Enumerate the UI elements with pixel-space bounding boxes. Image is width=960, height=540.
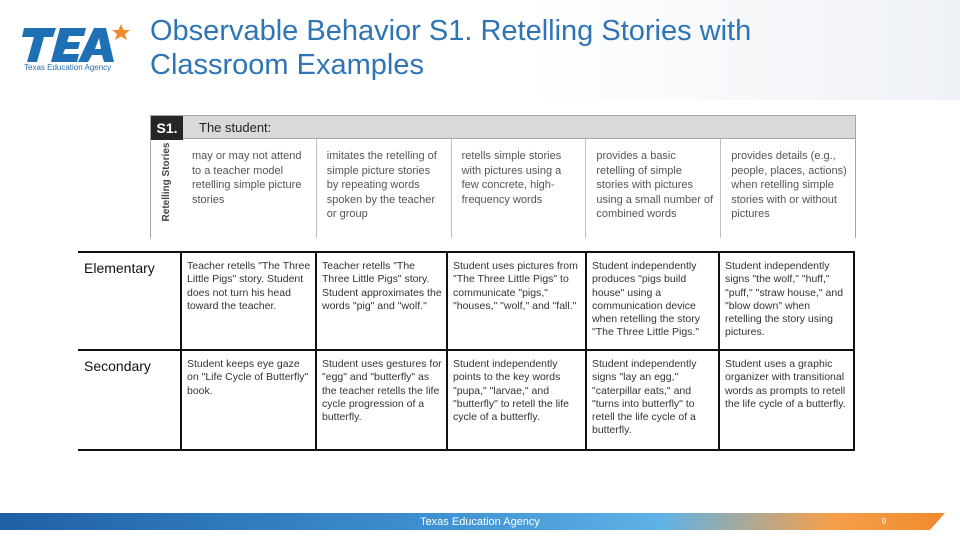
texas-star-icon xyxy=(112,24,130,40)
rubric-header-label: The student: xyxy=(199,120,272,135)
page-title: Observable Behavior S1. Retelling Stories with Classroom Examples xyxy=(150,15,752,81)
row-label-elementary: Elementary xyxy=(78,252,181,350)
logo-subtitle: Texas Education Agency xyxy=(24,63,112,72)
rubric-level-5: provides details (e.g., people, places, actions) when retelling simple stories with or without pictures xyxy=(720,139,855,238)
examples-table xyxy=(78,251,855,451)
table-cell: Student uses gestures for "egg" and "butterfly" as the teacher retells the life cycle progression of a butterfly. xyxy=(316,350,447,450)
table-cell: Student uses pictures from "The Three Little Pigs" to communicate "pigs," "houses," "wolf," and "fall." xyxy=(447,252,586,350)
rubric-side-text: Retelling Stories xyxy=(161,142,172,222)
footer-agency: Texas Education Agency xyxy=(420,516,540,528)
table-row xyxy=(78,252,854,350)
rubric-levels xyxy=(182,139,856,238)
rubric-level-3: retells simple stories with pictures using a few concrete, high-frequency words xyxy=(451,139,586,238)
rubric-level-2: imitates the retelling of simple picture stories by repeating words spoken by the teacher or group xyxy=(316,139,451,238)
table-cell: Student keeps eye gaze on "Life Cycle of Butterfly" book. xyxy=(181,350,316,450)
table-cell: Student independently points to the key words "pupa," "larvae," and "butterfly" to retell the life cycle of a butterfly. xyxy=(447,350,586,450)
table-cell: Student uses a graphic organizer with transitional words as prompts to retell the life cycle of a butterfly. xyxy=(719,350,854,450)
table-cell: Student independently produces "pigs build house" using a communication device when retelling the story "The Three Little Pigs." xyxy=(586,252,719,350)
rubric-level-1: may or may not attend to a teacher model retelling simple picture stories xyxy=(192,150,302,206)
rubric-header xyxy=(150,115,856,139)
page-number: 9 xyxy=(881,517,887,526)
rubric-side-label xyxy=(150,139,182,238)
table-cell: Student independently signs "lay an egg," "caterpillar eats," and "turns into butterfly" to retell the life cycle of a butterfly. xyxy=(586,350,719,450)
table-cell: Student independently signs "the wolf," "huff," "puff," "straw house," and "blow down" when retelling the story using pictures. xyxy=(719,252,854,350)
rubric-level-4: provides a basic retelling of simple stories with pictures using a small number of combined words xyxy=(585,139,720,238)
tea-logo-mark xyxy=(22,22,132,66)
rubric-image xyxy=(150,115,856,238)
table-row xyxy=(78,350,854,450)
row-label-secondary: Secondary xyxy=(78,350,181,450)
rubric-code: S1. xyxy=(151,116,183,140)
table-cell: Teacher retells "The Three Little Pigs" story. Student approximates the words "pig" and "wolf." xyxy=(316,252,447,350)
table-cell: Teacher retells "The Three Little Pigs" story. Student does not turn his head toward the teacher. xyxy=(181,252,316,350)
